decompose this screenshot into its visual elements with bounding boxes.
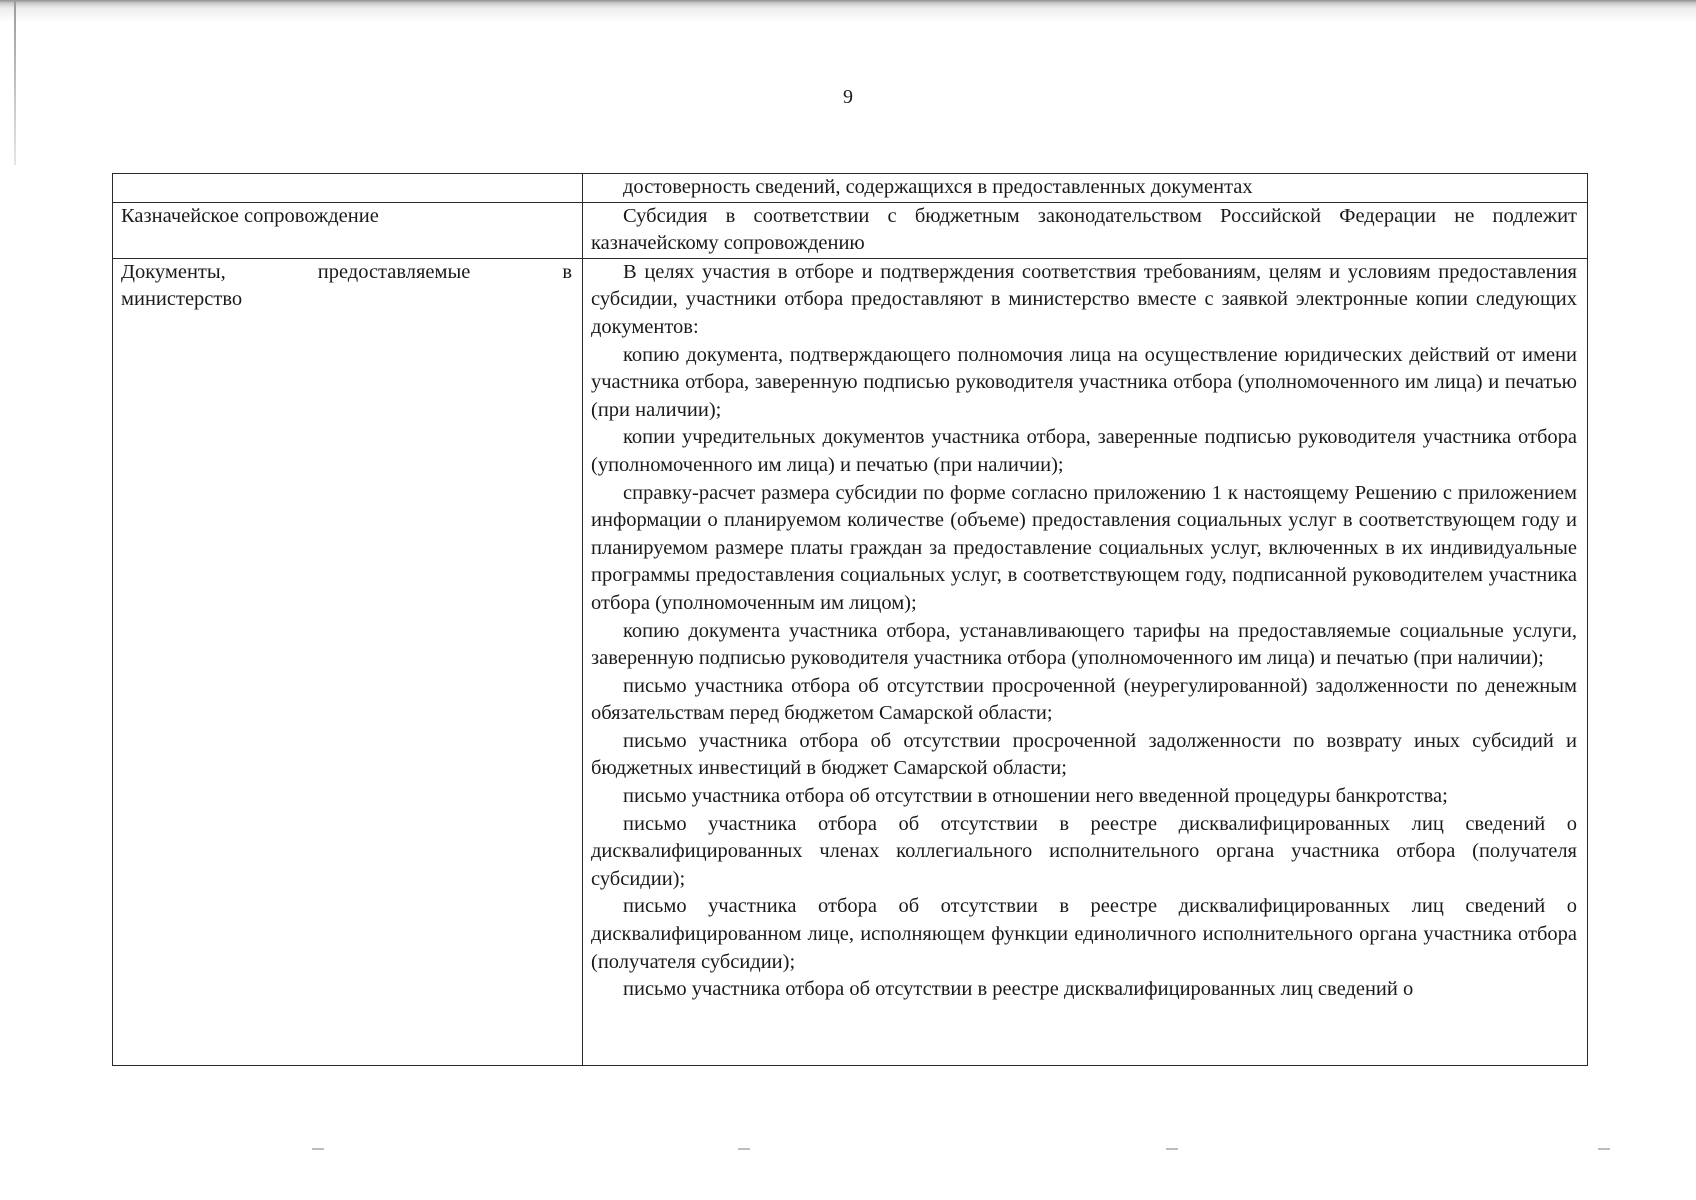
continuation-text: достоверность сведений, содержащихся в предоставленных документах <box>623 176 1253 198</box>
label-word-ministry: министерство <box>121 288 243 311</box>
document-item-truncated: письмо участника отбора об отсутствии в реестре дисквалифицированных лиц сведений о <box>623 978 1414 1001</box>
document-item: копии учредительных документов участника отбора, заверенные подписью руководителя участника отбора (уполномоченного им лица) и печатью (при наличии); <box>591 426 1577 476</box>
table-row <box>113 258 1588 1065</box>
document-item: письмо участника отбора об отсутствии в реестре дисквалифицированных лиц сведений о дисквалифицированных членах коллегиального исполнительного органа участника отбора (получателя субсидии); <box>591 812 1577 890</box>
scan-edge-left <box>14 0 16 165</box>
label-cell-empty <box>113 174 583 203</box>
document-item: письмо участника отбора об отсутствии просроченной задолженности по возврату иных субсидий и бюджетных инвестиций в бюджет Самарской области; <box>591 729 1577 780</box>
label-treasury-support: Казначейское сопровождение <box>113 202 583 258</box>
label-documents-line1 <box>121 259 572 287</box>
scan-mark <box>738 1148 750 1150</box>
document-item: письмо участника отбора об отсутствии просроченной (неурегулированной) задолженности по денежным обязательствам перед бюджетом Самарской области; <box>591 674 1577 725</box>
documents-intro: В целях участия в отборе и подтверждения соответствия требованиям, целям и условиям предоставления субсидии, участники отбора предоставляют в министерство вместе с заявкой электронные копии следующих документов: <box>591 260 1577 338</box>
document-item: письмо участника отбора об отсутствии в отношении него введенной процедуры банкротства; <box>623 785 1448 808</box>
treasury-support-text: Субсидия в соответствии с бюджетным законодательством Российской Федерации не подлежит казначейскому сопровождению <box>591 204 1577 255</box>
scan-mark <box>312 1148 324 1150</box>
label-word-in: в <box>562 260 572 283</box>
table-row <box>113 202 1588 258</box>
document-item: копию документа, подтверждающего полномочия лица на осуществление юридических действий от имени участника отбора, заверенную подписью руководителя участника отбора (уполномоченного им лица) и печатью (при наличии); <box>591 343 1577 421</box>
scan-edge-top <box>0 0 1696 24</box>
label-word-documents: Документы, <box>121 260 226 283</box>
label-word-provided: предоставляемые <box>317 260 471 283</box>
requirements-table <box>112 173 1588 1066</box>
page-number: 9 <box>843 86 853 108</box>
table-row <box>113 174 1588 203</box>
content-documents <box>583 258 1588 1065</box>
label-documents <box>113 258 583 1065</box>
scan-mark <box>1598 1148 1610 1150</box>
document-item: копию документа участника отбора, устанавливающего тарифы на предоставляемые социальные услуги, заверенную подписью руководителя участника отбора (уполномоченного им лица) и печатью (при наличии); <box>591 619 1577 670</box>
document-item: справку-расчет размера субсидии по форме согласно приложению 1 к настоящему Решению с приложением информации о планируемом количестве (объеме) предоставления социальных услуг в соответствующем году и планируемом размере платы граждан за предоставление социальных услуг, включенных в их индивидуальные программы предоставления социальных услуг, в соответствующем году, подписанной руководителем участника отбора (уполномоченным им лицом); <box>591 481 1577 614</box>
content-treasury-support <box>583 202 1588 258</box>
scan-mark <box>1166 1148 1178 1150</box>
document-item: письмо участника отбора об отсутствии в реестре дисквалифицированных лиц сведений о дисквалифицированном лице, исполняющем функции единоличного исполнительного органа участника отбора (получателя субсидии); <box>591 895 1577 973</box>
content-cell-continuation <box>583 174 1588 203</box>
